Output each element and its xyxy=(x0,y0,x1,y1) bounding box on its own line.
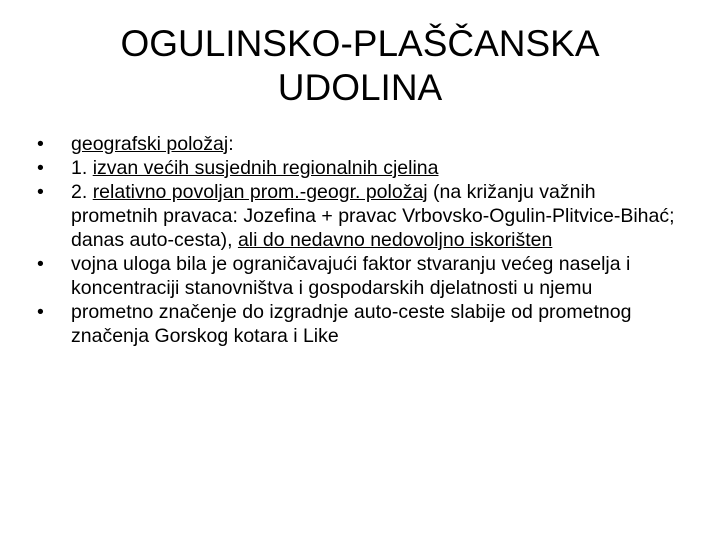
slide-title xyxy=(60,22,660,110)
list-item-text: (na križanju važnih prometnih pravaca: Jozefina + pravac Vrbovsko-Ogulin-Plitvice-Bihać; danas auto-cesta), xyxy=(71,181,675,251)
list-item-text: relativno povoljan prom.-geogr. položaj xyxy=(92,181,428,203)
title-line-2: UDOLINA xyxy=(277,67,443,108)
bullet-icon: • xyxy=(37,181,44,203)
bullet-icon: • xyxy=(37,157,44,179)
title-line-1: OGULINSKO-PLAŠČANSKA xyxy=(120,23,600,64)
list-item-text: ali do nedavno nedovoljno iskorišten xyxy=(237,229,553,251)
bullet-icon: • xyxy=(37,253,44,275)
bullet-icon: • xyxy=(37,133,44,155)
list-item xyxy=(37,180,687,252)
list-item-text: 1. xyxy=(71,157,93,179)
list-item-text: vojna uloga bila je ograničavajući faktor stvaranju većeg naselja i koncentraciji stanovništva i gospodarskih djelatnosti u njemu xyxy=(71,253,631,299)
list-item-text: 2. xyxy=(71,181,93,203)
bullet-icon: • xyxy=(37,301,44,323)
list-item-text: : xyxy=(228,133,234,155)
bullet-list xyxy=(37,132,687,348)
list-item xyxy=(37,252,687,300)
list-item-text: geografski položaj xyxy=(71,133,229,155)
list-item-text: prometno značenje do izgradnje auto-ceste slabije od prometnog značenja Gorskog kotara i Like xyxy=(71,301,632,347)
list-item xyxy=(37,132,687,156)
list-item xyxy=(37,300,687,348)
list-item xyxy=(37,156,687,180)
list-item-text: izvan većih susjednih regionalnih cjelina xyxy=(92,157,439,179)
